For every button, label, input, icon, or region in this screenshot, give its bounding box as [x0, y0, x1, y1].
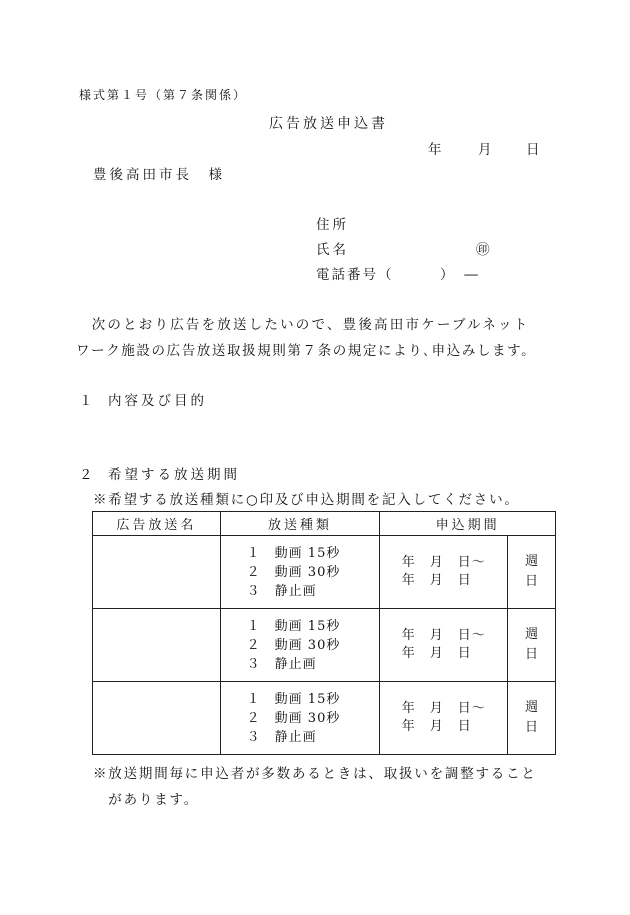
duration-cell[interactable] [508, 609, 556, 682]
to-year: 年 [401, 646, 416, 661]
kind-label: 静止画 [274, 656, 317, 672]
unit-day: 日 [525, 574, 539, 589]
ad-name-cell[interactable] [93, 536, 221, 609]
header-ad-name: 広告放送名 [93, 512, 221, 536]
kind-label: 動画 15秒 [274, 691, 341, 707]
kind-number: ２ [246, 564, 261, 580]
table-header-row [93, 512, 556, 536]
kind-number: ３ [246, 729, 261, 745]
unit-day: 日 [525, 647, 539, 662]
kind-label: 動画 30秒 [274, 637, 341, 653]
header-broadcast-kind: 放送種類 [220, 512, 380, 536]
name-label: 氏名 [316, 242, 349, 258]
section1-title: 内容及び目的 [108, 393, 207, 409]
form-title: 広告放送申込書 [269, 116, 388, 132]
duration-cell[interactable] [508, 682, 556, 755]
kind-number: １ [246, 545, 261, 561]
table-row [93, 682, 556, 755]
to-month: 月 [429, 573, 444, 588]
date-month: 月 [478, 142, 492, 158]
from-year: 年 [401, 701, 416, 716]
from-day: 日～ [457, 701, 486, 716]
to-day: 日 [457, 719, 472, 734]
period-cell[interactable] [380, 536, 508, 609]
unit-day: 日 [525, 720, 539, 735]
kind-number: １ [246, 691, 261, 707]
seal-mark: ㊞ [476, 242, 490, 258]
table-row [93, 536, 556, 609]
from-month: 月 [429, 628, 444, 643]
address-label: 住所 [316, 217, 349, 233]
kind-label: 動画 15秒 [274, 618, 341, 634]
section1-number: １ [79, 393, 93, 409]
to-day: 日 [457, 573, 472, 588]
phone-label: 電話番号（ ） ― [316, 267, 480, 283]
body-line-2: ワーク施設の広告放送取扱規則第７条の規定により､申込みします。 [76, 343, 537, 359]
to-month: 月 [429, 719, 444, 734]
from-month: 月 [429, 701, 444, 716]
unit-week: 週 [525, 700, 539, 715]
to-year: 年 [401, 573, 416, 588]
from-day: 日～ [457, 628, 486, 643]
broadcast-kind-cell[interactable] [220, 682, 380, 755]
addressee: 豊後高田市長 様 [93, 167, 225, 183]
broadcast-kind-cell[interactable] [220, 536, 380, 609]
to-year: 年 [401, 719, 416, 734]
kind-number: ３ [246, 583, 261, 599]
kind-number: ２ [246, 637, 261, 653]
from-year: 年 [401, 555, 416, 570]
unit-week: 週 [525, 627, 539, 642]
header-period: 申込期間 [380, 512, 556, 536]
footnote-line-2: があります。 [93, 792, 200, 808]
from-month: 月 [429, 555, 444, 570]
application-table [92, 511, 556, 755]
unit-week: 週 [525, 554, 539, 569]
kind-label: 静止画 [274, 583, 317, 599]
from-year: 年 [401, 628, 416, 643]
kind-number: ２ [246, 710, 261, 726]
kind-label: 静止画 [274, 729, 317, 745]
period-cell[interactable] [380, 682, 508, 755]
to-month: 月 [429, 646, 444, 661]
footnote-line-1: ※放送期間毎に申込者が多数あるときは、取扱いを調整すること [93, 766, 537, 782]
from-day: 日～ [457, 555, 486, 570]
form-number: 様式第１号（第７条関係） [79, 88, 248, 102]
kind-label: 動画 30秒 [274, 710, 341, 726]
kind-number: １ [246, 618, 261, 634]
to-day: 日 [457, 646, 472, 661]
broadcast-kind-cell[interactable] [220, 609, 380, 682]
date-day: 日 [526, 142, 540, 158]
table-row [93, 609, 556, 682]
ad-name-cell[interactable] [93, 682, 221, 755]
section2-number: ２ [79, 467, 93, 483]
period-cell[interactable] [380, 609, 508, 682]
ad-name-cell[interactable] [93, 609, 221, 682]
date-year: 年 [428, 142, 442, 158]
kind-label: 動画 15秒 [274, 545, 341, 561]
section2-instruction: ※希望する放送種類に○印及び申込期間を記入してください。 [93, 492, 520, 508]
section2-title: 希望する放送期間 [108, 467, 240, 483]
kind-label: 動画 30秒 [274, 564, 341, 580]
duration-cell[interactable] [508, 536, 556, 609]
kind-number: ３ [246, 656, 261, 672]
body-line-1: 次のとおり広告を放送したいので、豊後高田市ケーブルネット [76, 317, 530, 333]
